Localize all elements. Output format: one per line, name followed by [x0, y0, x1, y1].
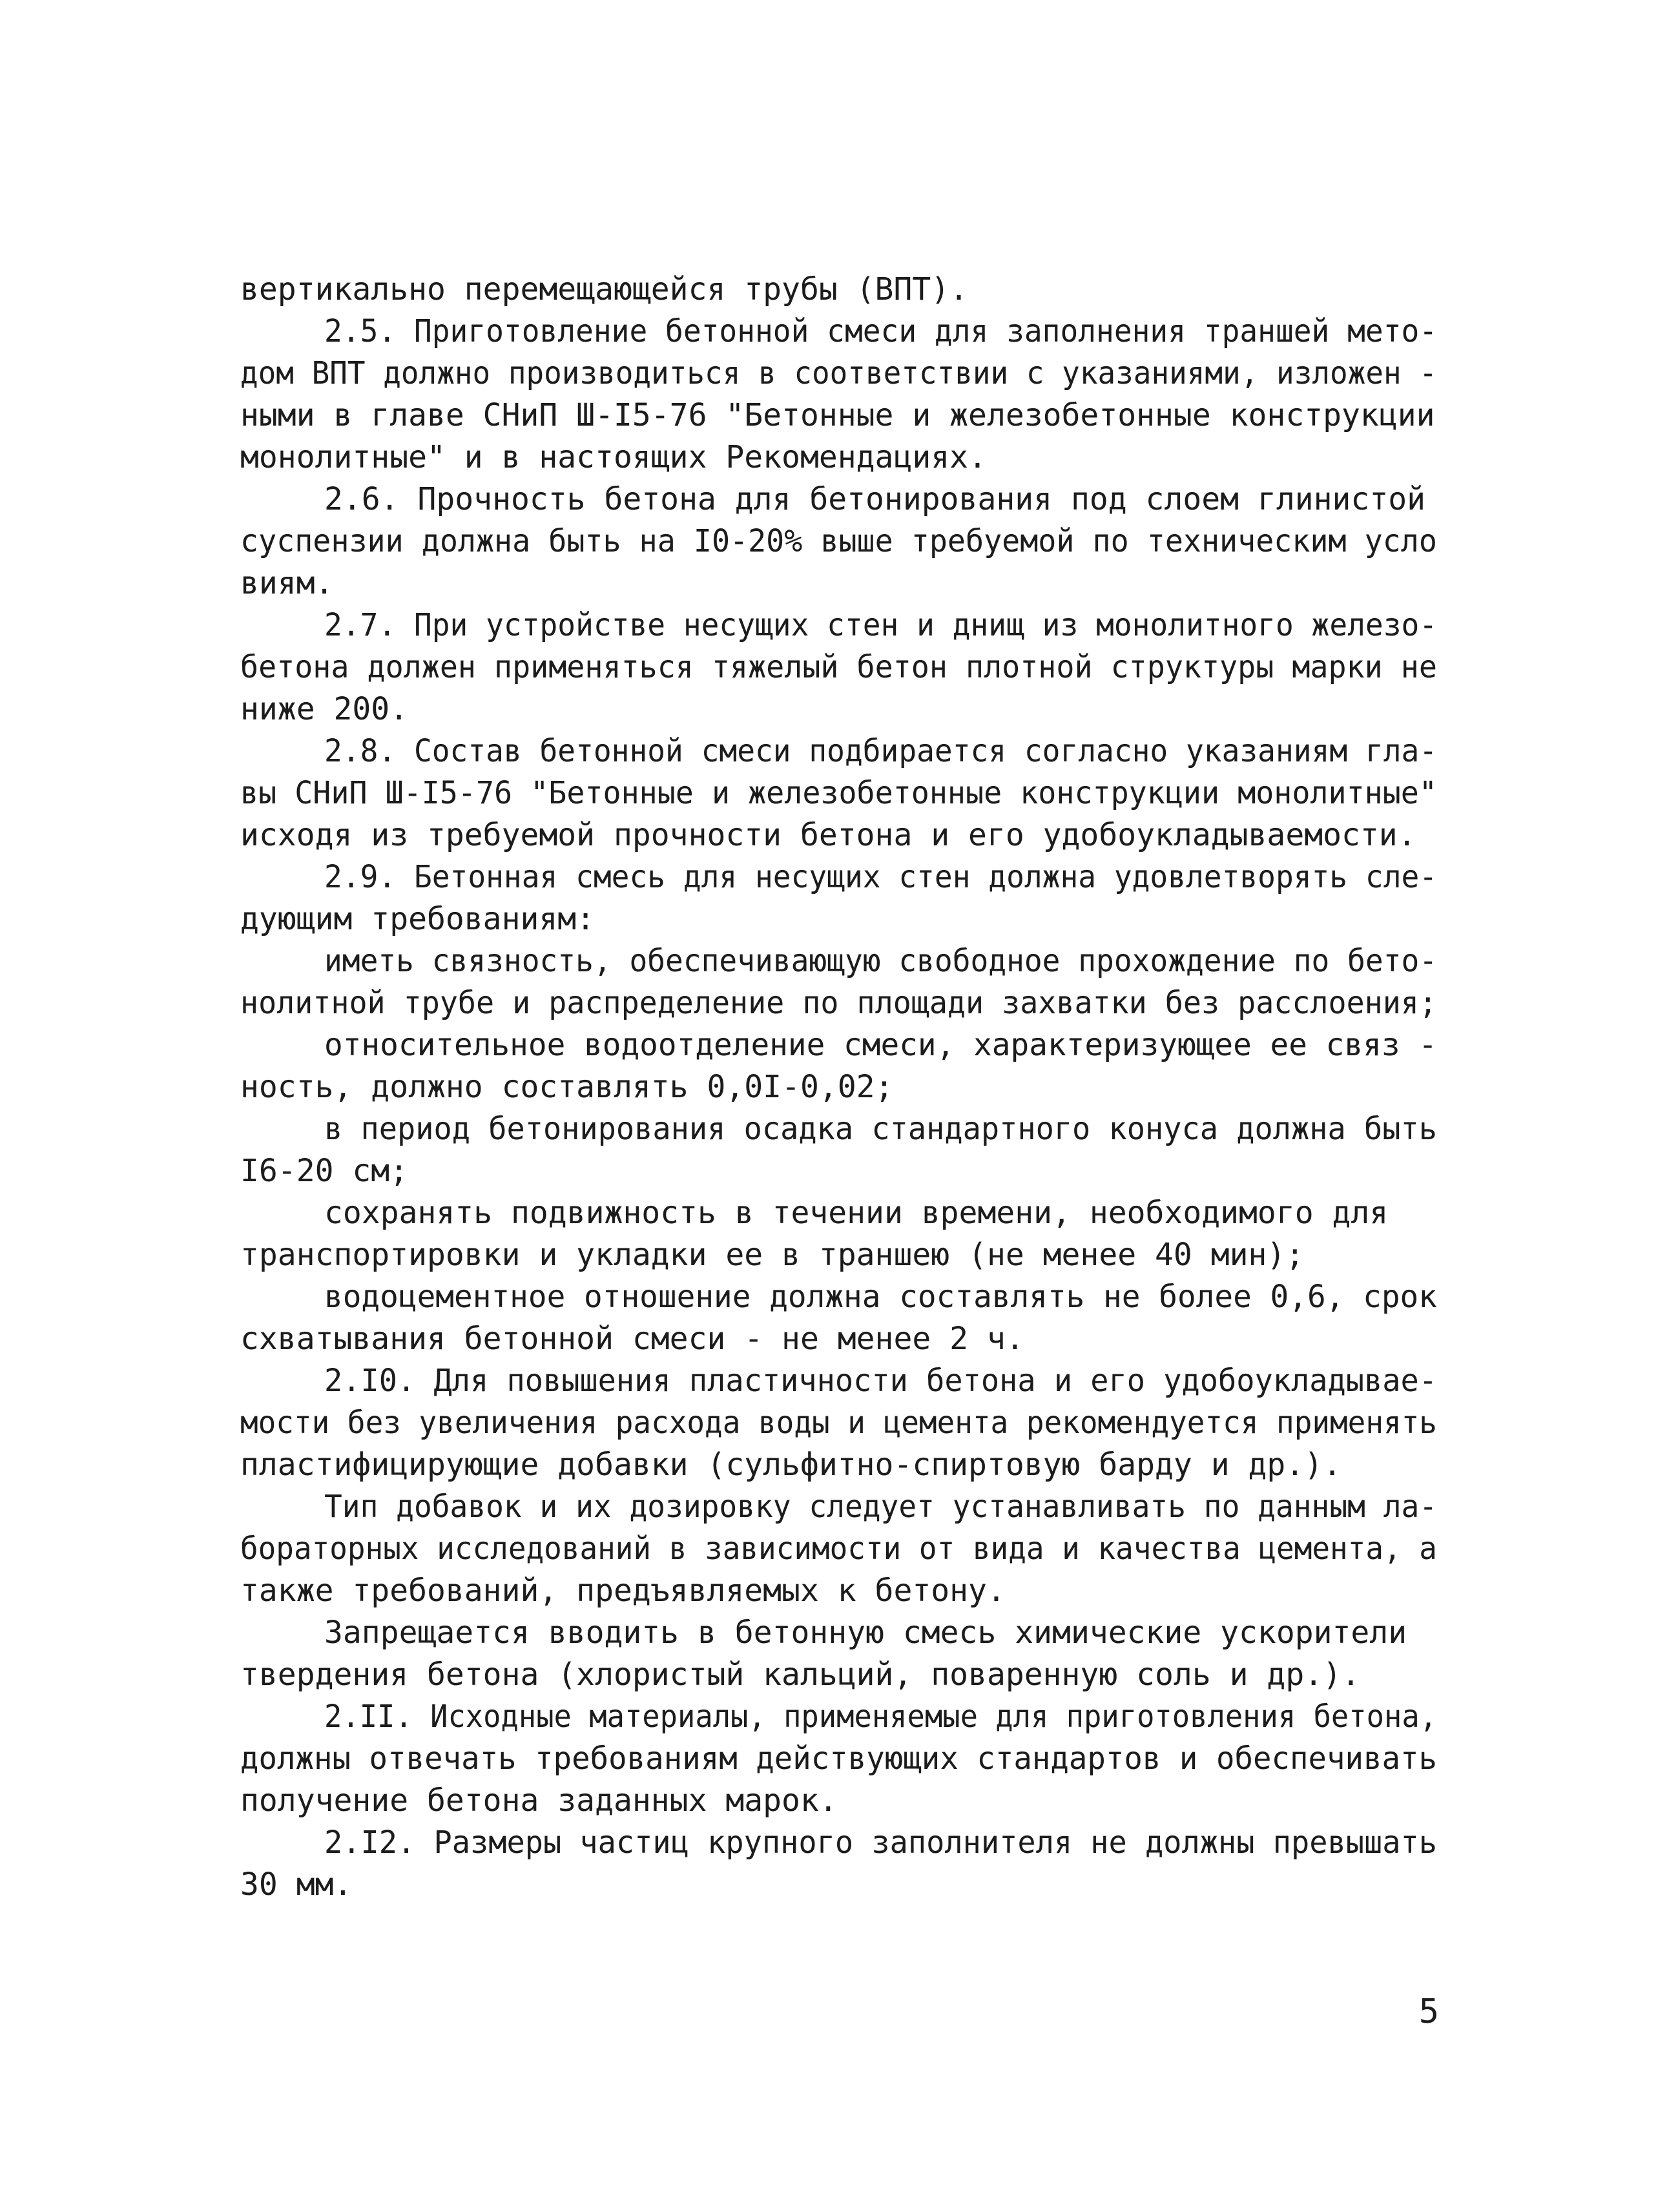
text-line: сохранять подвижность в течении времени, необходимого для: [324, 1195, 1389, 1231]
text-line: водоцементное отношение должна составлять не более 0,6, срок: [324, 1279, 1437, 1315]
text-line: ными в главе СНиП Ш-I5-76 "Бетонные и железобетонные конструкции: [240, 397, 1435, 433]
text-line: Тип добавок и их дозировку следует устанавливать по данным ла-: [324, 1489, 1438, 1525]
text-line: нолитной трубе и распределение по площади захватки без расслоения;: [240, 985, 1437, 1021]
text-line: бетона должен применяться тяжелый бетон плотной структуры марки не: [240, 649, 1437, 685]
text-line: ниже 200.: [240, 691, 409, 727]
text-line: суспензии должна быть на I0-20% выше требуемой по техническим усло: [240, 523, 1437, 559]
text-line: I6-20 см;: [240, 1153, 409, 1189]
text-line: вы СНиП Ш-I5-76 "Бетонные и железобетонные конструкции монолитные": [240, 775, 1437, 811]
text-line: 2.6. Прочность бетона для бетонирования под слоем глинистой: [324, 481, 1426, 517]
text-line: виям.: [240, 565, 334, 601]
text-line: дующим требованиям:: [240, 901, 596, 937]
text-line: получение бетона заданных марок.: [240, 1783, 838, 1819]
text-line: 2.I0. Для повышения пластичности бетона и его удобоукладывае-: [324, 1363, 1437, 1399]
text-line: 2.8. Состав бетонной смеси подбирается согласно указаниям гла-: [324, 733, 1438, 769]
text-line: в период бетонирования осадка стандартного конуса должна быть: [324, 1111, 1437, 1147]
text-line: схватывания бетонной смеси - не менее 2 ч.: [240, 1321, 1024, 1357]
text-line: вертикально перемещающейся трубы (ВПТ).: [240, 271, 969, 307]
text-line: 30 мм.: [240, 1866, 353, 1903]
text-line: мости без увеличения расхода воды и цемента рекомендуется применять: [240, 1405, 1437, 1441]
text-line: твердения бетона (хлористый кальций, поваренную соль и др.).: [240, 1657, 1360, 1693]
text-line: транспортировки и укладки ее в траншею (не менее 40 мин);: [240, 1237, 1305, 1273]
text-line: 2.9. Бетонная смесь для несущих стен должна удовлетворять сле-: [324, 859, 1438, 895]
text-line: бораторных исследований в зависимости от вида и качества цемента, а: [240, 1531, 1437, 1567]
text-line: пластифицирующие добавки (сульфитно-спиртовую барду и др.).: [240, 1447, 1342, 1483]
text-line: должны отвечать требованиям действующих стандартов и обеспечивать: [240, 1741, 1438, 1777]
text-line: также требований, предъявляемых к бетону.: [240, 1573, 1006, 1609]
page-number: 5: [1418, 1992, 1439, 2031]
text-line: иметь связность, обеспечивающую свободное прохождение по бето-: [324, 943, 1438, 979]
text-line: исходя из требуемой прочности бетона и его удобоукладываемости.: [240, 817, 1416, 853]
text-line: 2.5. Приготовление бетонной смеси для заполнения траншей мето-: [324, 313, 1438, 349]
text-line: дом ВПТ должно производиться в соответствии с указаниями, изложен -: [240, 355, 1437, 391]
text-line: Запрещается вводить в бетонную смесь химические ускорители: [324, 1615, 1407, 1651]
text-line: 2.II. Исходные материалы, применяемые для приготовления бетона,: [324, 1699, 1438, 1735]
text-line: 2.7. При устройстве несущих стен и днищ из монолитного железо-: [324, 607, 1438, 643]
text-line: монолитные" и в настоящих Рекомендациях.: [240, 439, 987, 475]
text-line: 2.I2. Размеры частиц крупного заполнителя не должны превышать: [324, 1824, 1437, 1861]
text-line: относительное водоотделение смеси, характеризующее ее связ -: [324, 1027, 1437, 1063]
text-line: ность, должно составлять 0,0I-0,02;: [240, 1069, 894, 1105]
